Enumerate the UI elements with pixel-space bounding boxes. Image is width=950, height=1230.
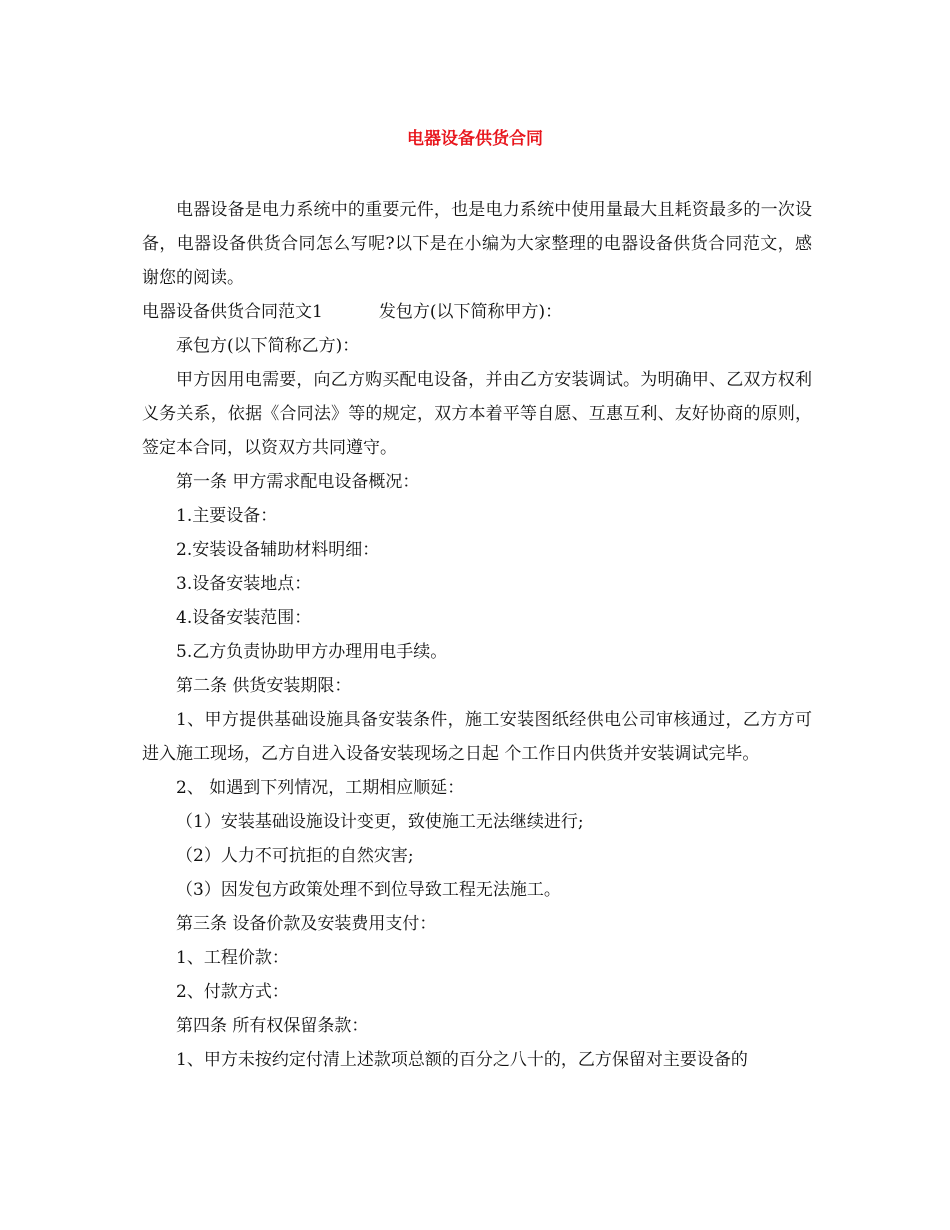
list-item: 3.设备安装地点：: [176, 574, 312, 594]
article-heading: 第一条 甲方需求配电设备概况：: [176, 472, 420, 492]
list-item: 2.安装设备辅助材料明细：: [176, 540, 380, 560]
article-heading: 第三条 设备价款及安装费用支付：: [176, 914, 437, 934]
list-item: 5.乙方负责协助甲方办理用电手续。: [176, 642, 448, 662]
paragraph: 承包方(以下简称乙方)：: [176, 336, 360, 356]
list-item: 1.主要设备：: [176, 506, 278, 526]
list-item: 2、 如遇到下列情况，工期相应顺延：: [176, 778, 465, 798]
sample-heading-line: [142, 295, 812, 329]
sub-item: （2）人力不可抗拒的自然灾害;: [176, 846, 414, 866]
sub-item: （3）因发包方政策处理不到位导致工程无法施工。: [176, 880, 561, 900]
paragraph: 1、甲方未按约定付清上述款项总额的百分之八十的，乙方保留对主要设备的: [176, 1050, 748, 1070]
list-item: 4.设备安装范围：: [176, 608, 312, 628]
sample-heading: 电器设备供货合同范文1: [142, 302, 323, 322]
paragraph: 1、甲方提供基础设施具备安装条件，施工安装图纸经供电公司审核通过，乙方方可进入施工现场，乙方自进入设备安装现场之日起 个工作日内供货并安装调试完毕。: [142, 710, 812, 764]
contractor-line: 发包方(以下简称甲方)：: [378, 302, 563, 322]
document-title: 电器设备供货合同: [407, 129, 543, 149]
intro-paragraph: 电器设备是电力系统中的重要元件，也是电力系统中使用量最大且耗资最多的一次设备，电器设备供货合同怎么写呢?以下是在小编为大家整理的电器设备供货合同范文，感谢您的阅读。: [142, 200, 812, 288]
article-heading: 第二条 供货安装期限：: [176, 676, 352, 696]
document-body: [142, 193, 812, 1077]
article-heading: 第四条 所有权保留条款：: [176, 1016, 369, 1036]
list-item: 1、工程价款：: [176, 948, 289, 968]
sub-item: （1）安装基础设施设计变更，致使施工无法继续进行;: [176, 812, 584, 832]
paragraph: 甲方因用电需要，向乙方购买配电设备，并由乙方安装调试。为明确甲、乙双方权利义务关系，依据《合同法》等的规定，双方本着平等自愿、互惠互利、友好协商的原则，签定本合同，以资双方共同遵守。: [142, 370, 812, 458]
list-item: 2、付款方式：: [176, 982, 289, 1002]
